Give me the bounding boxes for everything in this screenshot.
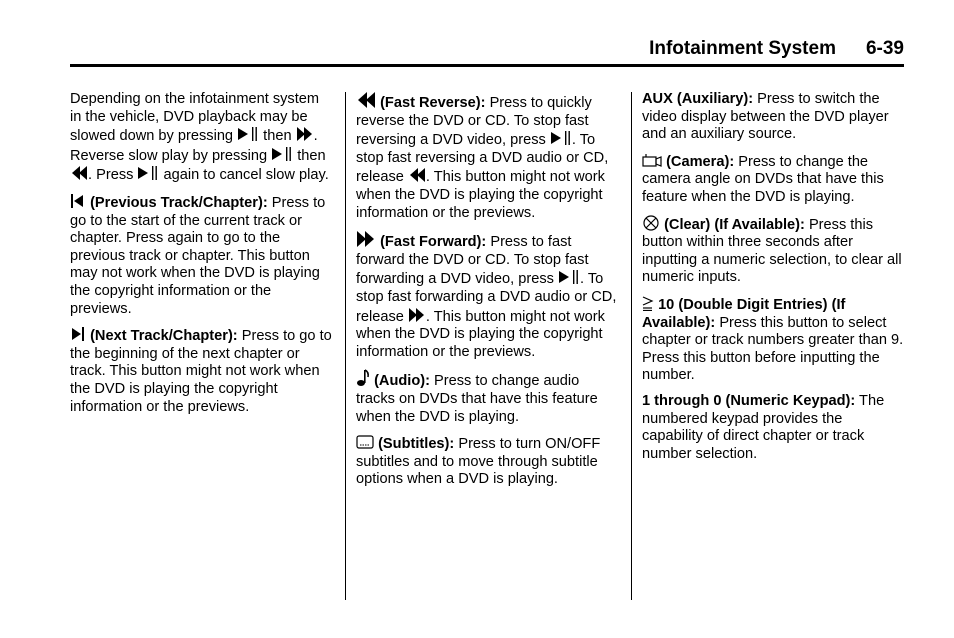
play-pause-icon xyxy=(550,130,572,146)
fast-forward-icon xyxy=(356,230,376,248)
clear-text: Press this button within three seconds after inputting a numeric selection, to clear all numeric inputs. xyxy=(642,216,902,286)
fast-reverse-icon xyxy=(356,91,376,109)
subtitles-icon xyxy=(356,434,374,450)
slow-play-text-e: . Press xyxy=(88,167,138,184)
fast-forward-paragraph xyxy=(356,230,618,361)
column-2 xyxy=(356,91,618,497)
camera-icon xyxy=(642,152,662,168)
subtitles-label: (Subtitles): xyxy=(378,436,455,453)
next-track-icon xyxy=(70,326,86,342)
fast-forward-icon xyxy=(408,307,426,323)
numeric-keypad-text: The numbered keypad provides the capability of direct chapter or track number selection. xyxy=(642,392,885,462)
clear-label: (Clear) (If Available): xyxy=(664,216,805,233)
double-digit-label: 10 (Double Digit Entries) (If Available): xyxy=(642,296,846,331)
column-divider xyxy=(631,92,632,600)
slow-play-text-c: . Reverse slow play by pressing xyxy=(70,128,318,164)
subtitles-text: Press to turn ON/OFF subtitles and to move through subtitle options when a DVD is playing. xyxy=(356,436,601,488)
play-pause-icon xyxy=(558,269,580,285)
camera-text: Press to change the camera angle on DVDs that have this feature when the DVD is playing. xyxy=(642,153,884,205)
slow-play-text-a: Depending on the infotainment system in the vehicle, DVD playback may be slowed down by pressing xyxy=(70,91,320,145)
slow-play-text-d: then xyxy=(293,147,326,164)
previous-track-paragraph xyxy=(70,193,332,318)
fast-reverse-text-a: Press to quickly reverse the DVD or CD. To stop fast reversing a DVD video, press xyxy=(356,95,592,149)
column-divider xyxy=(345,92,346,600)
next-track-paragraph xyxy=(70,326,332,416)
play-pause-icon xyxy=(137,165,159,181)
aux-label: AUX (Auxiliary): xyxy=(642,91,754,107)
fast-reverse-text-b: . To stop fast reversing a DVD audio or CD, release xyxy=(356,132,609,186)
double-digit-text: Press this button to select chapter or track numbers greater than 9. Press this button before inputting the number. xyxy=(642,314,904,384)
previous-track-label: (Previous Track/Chapter): xyxy=(90,194,268,211)
slow-play-paragraph xyxy=(70,91,332,185)
header-title xyxy=(70,38,904,60)
fast-reverse-paragraph xyxy=(356,91,618,222)
play-pause-icon xyxy=(271,146,293,162)
audio-paragraph xyxy=(356,369,618,426)
header-rule xyxy=(70,64,904,67)
audio-text: Press to change audio tracks on DVDs that have this feature when the DVD is playing. xyxy=(356,373,598,425)
camera-label: (Camera): xyxy=(666,153,735,170)
slow-play-text-f: again to cancel slow play. xyxy=(159,167,329,184)
aux-text: Press to switch the video display between the DVD player and an auxiliary source. xyxy=(642,91,889,143)
audio-label: (Audio): xyxy=(374,373,430,390)
subtitles-paragraph xyxy=(356,434,618,489)
next-track-label: (Next Track/Chapter): xyxy=(90,328,238,345)
numeric-keypad-paragraph xyxy=(642,393,904,463)
fast-reverse-text-c: . This button might not work when the DVD is playing the copyright information or the previews. xyxy=(356,169,605,221)
section-title: Infotainment System xyxy=(649,38,836,59)
play-pause-icon xyxy=(237,126,259,142)
fast-forward-icon xyxy=(296,126,314,142)
fast-forward-text-b: . To stop fast forwarding a DVD audio or CD, release xyxy=(356,271,617,325)
fast-forward-text-c: . This button might not work when the DVD is playing the copyright information or the previews. xyxy=(356,308,605,360)
numeric-keypad-label: 1 through 0 (Numeric Keypad): xyxy=(642,392,856,409)
fast-forward-label: (Fast Forward): xyxy=(380,234,487,251)
column-1 xyxy=(70,91,332,424)
column-3 xyxy=(642,91,904,471)
fast-forward-text-a: Press to fast forward the DVD or CD. To stop fast forwarding a DVD video, press xyxy=(356,234,589,288)
previous-track-icon xyxy=(70,193,86,209)
fast-reverse-icon xyxy=(70,165,88,181)
slow-play-text-b: then xyxy=(259,128,296,145)
previous-track-text: Press to go to the start of the current track or chapter. Press again to go to the previous track or chapter. This button may not work when the DVD is playing the copyright information or the previews. xyxy=(70,194,326,317)
double-digit-icon xyxy=(642,295,654,311)
next-track-text: Press to go to the beginning of the next chapter or track. This button might not work when the DVD is playing the copyright information or the previews. xyxy=(70,328,332,415)
aux-paragraph xyxy=(642,91,904,144)
fast-reverse-label: (Fast Reverse): xyxy=(380,95,486,111)
double-digit-paragraph xyxy=(642,295,904,385)
page-number: 6-39 xyxy=(865,38,904,59)
fast-reverse-icon xyxy=(408,167,426,183)
music-note-icon xyxy=(356,369,370,387)
page-header xyxy=(70,38,904,64)
clear-icon xyxy=(642,215,660,231)
camera-paragraph xyxy=(642,152,904,207)
clear-paragraph xyxy=(642,215,904,287)
